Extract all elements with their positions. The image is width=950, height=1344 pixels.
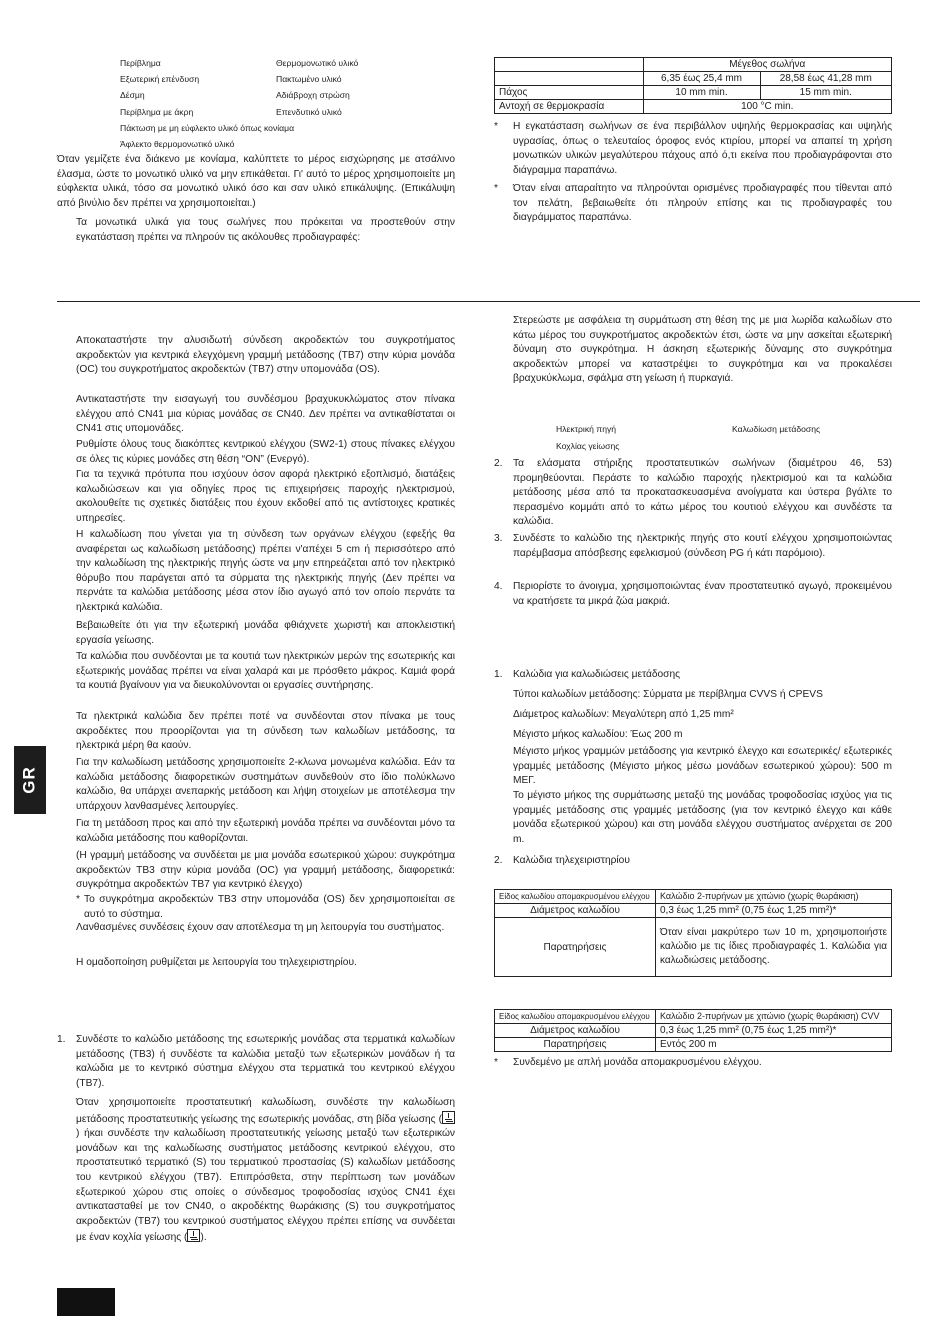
table-row-remarks: Παρατηρήσεις xyxy=(495,1038,656,1052)
note-high-temperature: Η εγκατάσταση σωλήνων σε ένα περιβάλλον υψηλής θερμοκρασίας και υψηλής υγρασίας, όπως ο τελευταίος όροφος ενός κτιρίου, μπορεί να απαιτεί τη χρήση μονωτικών υλικών μεγαλύτερου πάχους από ό,τι εκείνα που προδιαγράφονται στο διάγραμμα παραπάνω. xyxy=(513,121,892,176)
table-header-pipe-size: Μέγεθος σωλήνα xyxy=(643,58,891,72)
table-header: Είδος καλωδίου απομακρυσμένου ελέγχου xyxy=(495,890,656,904)
paragraph-switch: Ρυθμίστε όλους τους διακόπτες κεντρικού ελέγχου (SW2-1) στους πίνακες ελέγχου σε όλες τις κύριες μονάδες στη θέση “ON” (Ενεργό). xyxy=(76,439,455,465)
paragraph-slack: Τα καλώδια που συνδέονται με τα κουτιά των ηλεκτρικών μερών της εσωτερικής και εξωτερικής μονάδας πρέπει να είναι χαλαρά και με πρόσθετο μάκρος. Καμιά φορά τα κουτιά βγαίνουν για να διευκολύνονται οι εργασίες συντήρησης. xyxy=(76,651,455,692)
asterisk: * xyxy=(494,121,498,132)
table-header: Καλώδιο 2-πυρήνων με χιτώνιο (χωρίς θωράκιση) xyxy=(656,890,892,904)
paragraph-line-connection: (Η γραμμή μετάδοσης να συνδέεται με μια μονάδα εσωτερικού χώρου: συγκρότημα ακροδεκτών TB3 στην κύρια μονάδα (OC) για γραμμή μετάδοσης, διαφορετικά: συγκρότημα ακροδεκτών TB7 για κεντρικό έλεγχο) xyxy=(76,850,455,891)
table-cell: Όταν είναι μακρύτερο των 10 m, χρησιμοποιήστε καλώδιο με τις ίδιες προδιαγραφές 1. Καλώδια για καλωδιώσεις μετάδοσης. xyxy=(656,918,892,977)
label-filling: Πάκτωση με μη εύφλεκτο υλικό όπως κονίαμα xyxy=(120,123,295,133)
table-header: Είδος καλωδίου απομακρυσμένου ελέγχου xyxy=(495,1010,656,1024)
label-filled-material: Πακτωμένο υλικό xyxy=(276,74,342,84)
paragraph-mortar: Όταν γεμίζετε ένα διάκενο με κονίαμα, καλύπτετε το μέρος εισχώρησης με ατσάλινο έλασμα, ώστε το μονωτικό υλικό να μην επικάθεται. Γι' αυτό το μέρος χρησιμοποιείτε μη εύφλεκτα υλικά, τόσο σα μονωτικό υλικό όσο και σαν υλικό επικάλυψης. (Επικάλυψη από βινύλιο δεν πρέπει να χρησιμοποιείται.) xyxy=(57,154,455,209)
heading-remote-cables: Καλώδια τηλεχειριστηρίου xyxy=(513,855,630,866)
label-power-source: Ηλεκτρική πηγή xyxy=(556,424,617,434)
paragraph-standards: Για τα τεχνικά πρότυπα που ισχύουν όσον αφορά ηλεκτρικό εξοπλισμό, διατάξεις καλωδιώσεων και για οδηγίες προς τις επιχειρήσεις παροχής ηλεκτρισμού, ακολουθείτε τις σχετικές διατάξεις που έχουν εκδοθεί από τις αντίστοιχες κρατικές υπηρεσίες. xyxy=(76,469,455,524)
step-connect-transmission: Συνδέστε το καλώδιο μετάδοσης της εσωτερικής μονάδας στα τερματικά καλωδίων μετάδοσης (TB3) ή συνδέστε τα καλώδια μεταξύ των εξωτερικών μονάδων ή τα καλώδια με το κεντρικό σύστημα ελέγχου στα τερματικά του κεντρικού ελέγχου (TB7). xyxy=(76,1034,455,1089)
paragraph-grounding: Βεβαιωθείτε ότι για την εξωτερική μονάδα φθιάχνετε χωριστή και αποκλειστική εργασία γείωσης. xyxy=(76,620,455,646)
table-row-remarks: Παρατηρήσεις xyxy=(495,918,656,977)
paragraph-power-warning: Τα ηλεκτρικά καλώδια δεν πρέπει ποτέ να συνδέονται στον πίνακα με τους ακροδέκτες που προορίζονται για τη σύνδεση των καλωδίων μετάδοσης, τα ηλεκτρικά μέρη θα καούν. xyxy=(76,711,455,752)
table-col-large: 28,58 έως 41,28 mm xyxy=(760,72,891,86)
step-seal-opening: Περιορίστε το άνοιγμα, χρησιμοποιώντας έναν προστατευτικό αγωγό, προκειμένου να κρατήσετε τα μικρά ζώα μακριά. xyxy=(513,581,892,607)
label-outer-covering: Εξωτερική επένδυση xyxy=(120,74,200,84)
step-number: 1. xyxy=(494,669,503,680)
page-number-block xyxy=(57,1288,115,1316)
spec-cable-diameter: Διάμετρος καλωδίων: Μεγαλύτερη από 1,25 mm² xyxy=(513,709,734,720)
label-ground-screw: Κοχλίας γείωσης xyxy=(556,441,620,451)
spec-cable-type: Τύποι καλωδίων μετάδοσης: Σύρματα με περίβλημα CVVS ή CPEVS xyxy=(513,689,823,700)
table-cell: 10 mm min. xyxy=(643,86,760,100)
label-casing: Περίβλημα xyxy=(120,58,161,68)
step-strain-relief: Συνδέστε το καλώδιο της ηλεκτρικής πηγής στο κουτί ελέγχου χρησιμοποιώντας παρέμβασμα απόσβεσης εφελκισμού (σύνδεση PG ή κάτι παρόμοιο). xyxy=(513,533,892,559)
table-row-temperature: Αντοχή σε θερμοκρασία xyxy=(495,100,644,114)
language-tab: GR xyxy=(14,746,46,814)
spec-max-length: Μέγιστο μήκος καλωδίου: Έως 200 m xyxy=(513,729,683,740)
spec-max-line-length: Μέγιστο μήκος γραμμών μετάδοσης για κεντρικό έλεγχο και εσωτερικές/ εξωτερικές γραμμές μετάδοσης (Μέγιστο μήκος μέσω μονάδων εσωτερικού χώρου): 500 m ΜΕΓ. xyxy=(513,746,892,787)
table-row-diameter: Διάμετρος καλωδίου xyxy=(495,904,656,918)
step-conduit-plates: Τα ελάσματα στήριξης προστατευτικών σωλήνων (διαμέτρου 46, 53) προμηθεύονται. Περάστε το καλώδιο παροχής ηλεκτρισμού και τα καλώδια μετάδοσης μέσα από τα προκατασκευασμένα ανοίγματα και ύστερα βγάλτε το περασμένο κομμάτι από το κάτω μέρος του κουτιού ελέγχου και συνδέστε τα καλώδια. xyxy=(513,458,892,528)
step-number: 2. xyxy=(494,458,503,469)
note-tb3: Το συγκρότημα ακροδεκτών TB3 στην υπομονάδα (OS) δεν χρησιμοποιείται σε αυτό το σύστημα. xyxy=(84,894,455,920)
asterisk: * xyxy=(494,1057,498,1068)
paragraph-connector: Αντικαταστήστε την εισαγωγή του συνδέσμου βραχυκυκλώματος στον πίνακα ελέγχου από CN41 μια κύριας μονάδας σε CN40. Δεν πρέπει να αντικαθίσταται οι CN41 στις υπομονάδες. xyxy=(76,394,455,435)
label-waterproof-layer: Αδιάβροχη στρώση xyxy=(276,90,350,100)
asterisk: * xyxy=(494,183,498,194)
table-row-thickness: Πάχος xyxy=(495,86,644,100)
table-row-diameter: Διάμετρος καλωδίου xyxy=(495,1024,656,1038)
step-number: 4. xyxy=(494,581,503,592)
paragraph-two-core: Για την καλωδίωση μετάδοσης χρησιμοποιείτε 2-κλωνα μονωμένα καλώδια. Εάν τα καλώδια μετάδοσης διαφορετικών συστημάτων συνδεθούν στο ίδιο πολύκλωνο καλώδιο, θα υπάρχει ανεπαρκής μετάδοση και λήψη στοιχείων με αποτέλεσμα την υπάρχουν λανθασμένες λειτουργίες. xyxy=(76,757,455,812)
table-header: Καλώδιο 2-πυρήνων με χιτώνιο (χωρίς θωράκιση) CVV xyxy=(656,1010,892,1024)
step-number: 1. xyxy=(57,1034,66,1045)
paragraph-shield-wiring: Όταν χρησιμοποιείτε προστατευτική καλωδίωση, συνδέστε την καλωδίωση μετάδοσης προστατευτικής γείωσης της εσωτερικής μονάδας, στη βίδα γείωσης () ήκαι συνδέστε την καλωδίωση προστατευτικής γείωσης μεταξύ των εξωτερικών μονάδων και της καλωδίωσης συστήματος μετάδοσης κεντρικού ελέγχου, στο προστατευτικό τερματικό (S) του τερματικού προστασίας (S) καλωδίων μετάδοσης του κεντρικού ελέγχου (TB7). Επιπρόσθετα, στην περίπτωση των μονάδων εξωτερικού χώρου στις οποίες ο σύνδεσμος τροφοδοσίας ισχύος CN41 έχει αντικατασταθεί με τον CN40, ο ακροδέκτης θωράκισης (S) του συγκροτήματος ακροδεκτών (TB7) του κεντρικού συστήματος ελέγχου πρέπει επίσης να συνδέεται με έναν κοχλία γείωσης ( ). xyxy=(76,1097,455,1244)
asterisk: * xyxy=(76,894,80,905)
paragraph-transmission-distance: Η καλωδίωση που γίνεται για τη σύνδεση των οργάνων ελέγχου (εφεξής θα αναφέρεται ως καλωδίωση μετάδοσης) πρέπει ν'απέχει 5 cm ή περισσότερο από την καλωδίωση της ηλεκτρικής πηγής ώστε να μην επηρεάζεται από τον ηλεκτρικό θόρυβο που παράγεται από τα σύρματα της ηλεκτρικής πηγής (Δεν πρέπει να περνάτε τα καλώδια μετάδοσης μέσα στον ίδιο αγωγό από τον οποίο περνάτε τα ηλεκτρικά καλώδια. xyxy=(76,529,455,613)
table-cell: 0,3 έως 1,25 mm² (0,75 έως 1,25 mm²)* xyxy=(656,1024,892,1038)
label-lining: Επενδυτικό υλικό xyxy=(276,107,342,117)
label-fireproof-insulation: Άφλεκτο θερμομονωτικό υλικό xyxy=(120,139,235,149)
label-transmission-wiring: Καλωδίωση μετάδοσης xyxy=(732,424,821,434)
paragraph-grouping: Η ομαδοποίηση ρυθμίζεται με λειτουργία του τηλεχειριστηρίου. xyxy=(76,957,357,968)
table-col-small: 6,35 έως 25,4 mm xyxy=(643,72,760,86)
paragraph-secure-wiring: Στερεώστε με ασφάλεια τη συρμάτωση στη θέση της με μια λωρίδα καλωδίων στο κάτω μέρος του συγκροτήματος ακροδεκτών έτσι, ώστε να μην ασκείται εξωτερική δύναμη στο συγκρότημα. Η άσκηση εξωτερικής δύναμης στο συγκρότημα ακροδεκτών μπορεί να καταστρέψει το συγκρότημα και να προκαλέσει βραχυκύκλωμα, σφάλμα στη γείωση ή πυρκαγιά. xyxy=(513,315,892,385)
table-cell: 15 mm min. xyxy=(760,86,891,100)
footnote-single-remote: Συνδεμένο με απλή μονάδα απομακρυσμένου ελέγχου. xyxy=(513,1057,762,1068)
ground-icon xyxy=(187,1229,200,1242)
label-insulation: Θερμομονωτικό υλικό xyxy=(276,58,359,68)
remote-cable-table-2 xyxy=(494,1009,892,1052)
ground-icon xyxy=(442,1111,455,1124)
remote-cable-table-1 xyxy=(494,889,892,977)
label-band: Δέσμη xyxy=(120,90,145,100)
step-number: 2. xyxy=(494,855,503,866)
paragraph-specified-cables: Για τη μετάδοση προς και από την εξωτερική μονάδα πρέπει να συνδέονται μόνο τα καλώδια μετάδοσης που καθορίζονται. xyxy=(76,818,455,844)
pipe-insulation-table xyxy=(494,57,892,114)
paragraph-wrong-connection: Λανθασμένες συνδέσεις έχουν σαν αποτέλεσμα τη μη λειτουργία του συστήματος. xyxy=(76,922,445,933)
heading-transmission-cables: Καλώδια για καλωδιώσεις μετάδοσης xyxy=(513,669,681,680)
table-cell: 100 °C min. xyxy=(643,100,891,114)
step-number: 3. xyxy=(494,533,503,544)
table-cell: Εντός 200 m xyxy=(656,1038,892,1052)
table-cell: 0,3 έως 1,25 mm² (0,75 έως 1,25 mm²)* xyxy=(656,904,892,918)
note-customer-spec: Όταν είναι απαραίτητο να πληρούνται ορισμένες προδιαγραφές που τίθενται από τον πελάτη, βεβαιωθείτε ότι πληρούν επίσης και τις προδιαγραφές του διαγράμματος παραπάνω. xyxy=(513,183,892,224)
spec-power-unit-length: Το μέγιστο μήκος της συρμάτωσης μεταξύ της μονάδας τροφοδοσίας ισχύος για τις γραμμές μετάδοσης στις γραμμές μετάδοσης (για τον κεντρικό έλεγχο και κάθε μονάδα εξωτερικού χώρου) και στη μονάδα ελέγχου συστήματος ανέρχεται σε 200 m. xyxy=(513,790,892,845)
paragraph-insulation-spec: Τα μονωτικά υλικά για τους σωλήνες που πρόκειται να προστεθούν στην εγκατάσταση πρέπει να πληρούν τις ακόλουθες προδιαγραφές: xyxy=(76,217,455,243)
section-divider xyxy=(57,301,920,302)
paragraph-daisy-chain: Αποκαταστήστε την αλυσιδωτή σύνδεση ακροδεκτών του συγκροτήματος ακροδεκτών για κεντρικά ελεγχόμενη γραμμή μετάδοσης (TB7) στην κύρια μονάδα (OC) του συγκροτήματος ακροδεκτών (TB7) στην υπομονάδα (OS). xyxy=(76,335,455,376)
label-sealed-casing: Περίβλημα με άκρη xyxy=(120,107,194,117)
